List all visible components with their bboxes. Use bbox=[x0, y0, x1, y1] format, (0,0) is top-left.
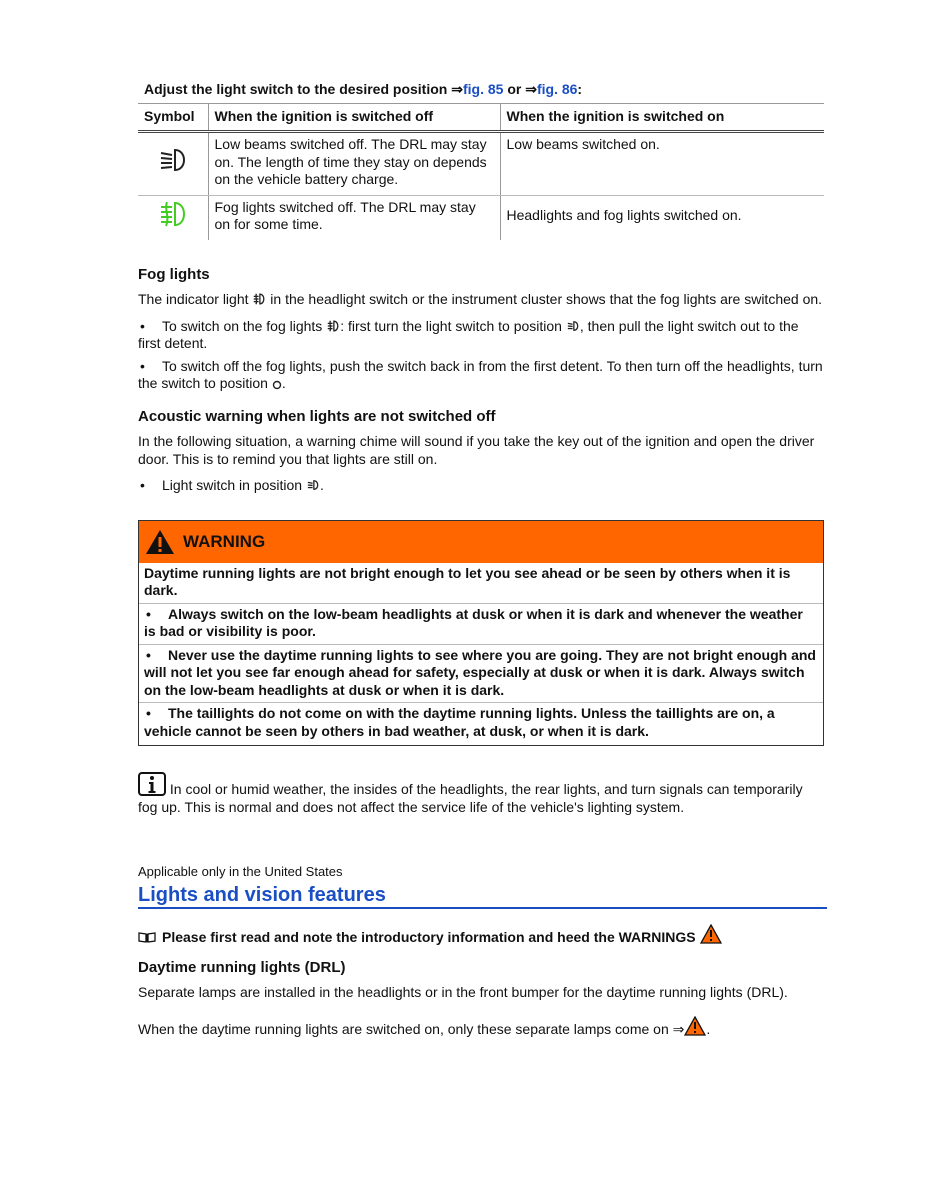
warning-title: WARNING bbox=[183, 531, 266, 551]
table-header-row bbox=[138, 103, 824, 132]
fig-86-link[interactable]: fig. 86 bbox=[536, 81, 578, 97]
warning-item-text: Never use the daytime running lights to see where you are going. They are not bright enough and will not let you see far enough ahead for safety, especially at dusk or when it is dark. Always switch on the low-beam headlights at dusk or when it is dark. bbox=[144, 646, 816, 698]
warning-triangle-icon[interactable] bbox=[700, 924, 722, 944]
table-row bbox=[138, 195, 824, 240]
bullet: • bbox=[146, 646, 151, 663]
bullet: • bbox=[140, 357, 145, 374]
row-on-text: Headlights and fog lights switched on. bbox=[500, 195, 824, 240]
list-item-text: To switch on the fog lights bbox=[162, 317, 323, 334]
warning-header bbox=[139, 521, 823, 563]
warning-box bbox=[138, 520, 824, 747]
acoustic-warning-heading: Acoustic warning when lights are not switched off bbox=[138, 407, 496, 425]
warning-triangle-icon bbox=[145, 529, 175, 555]
arrow-icon: ⇒ bbox=[672, 1020, 685, 1037]
row-off-text: Fog lights switched off. The DRL may stay on for some time. bbox=[208, 195, 500, 240]
row-on-text: Low beams switched on. bbox=[500, 132, 824, 196]
book-icon bbox=[138, 931, 156, 943]
bullet: • bbox=[140, 317, 145, 334]
warning-item bbox=[139, 603, 823, 644]
row-off-text: Low beams switched off. The DRL may stay on. The length of time they stay on depends on the vehicle battery charge. bbox=[208, 132, 500, 196]
low-beam-icon bbox=[157, 146, 189, 174]
header-symbol: Symbol bbox=[138, 103, 208, 132]
warning-triangle-icon[interactable] bbox=[684, 1016, 706, 1036]
light-switch-table bbox=[138, 103, 824, 240]
fog-light-icon bbox=[252, 292, 266, 306]
symbol-cell bbox=[138, 132, 208, 196]
info-note bbox=[138, 772, 824, 816]
list-item-text: . bbox=[281, 375, 286, 391]
fig-85-link[interactable]: fig. 85 bbox=[462, 81, 504, 97]
list-item-text: : first turn the light switch to position bbox=[340, 317, 562, 334]
caption-text: Adjust the light switch to the desired position bbox=[144, 81, 448, 97]
applicability-note: Applicable only in the United States bbox=[138, 864, 343, 879]
list-item-text: Light switch in position bbox=[162, 477, 303, 493]
manual-page bbox=[138, 78, 824, 1038]
fog-lights-heading: Fog lights bbox=[138, 265, 210, 283]
symbol-cell bbox=[138, 195, 208, 240]
low-beam-icon bbox=[306, 479, 320, 491]
drl-paragraph-text: When the daytime running lights are switched on, only these separate lamps come on bbox=[138, 1020, 669, 1037]
section-title: Lights and vision features bbox=[138, 887, 827, 910]
drl-paragraph: Separate lamps are installed in the headlights or in the front bumper for the daytime running lights (DRL). bbox=[138, 984, 788, 1000]
drl-heading: Daytime running lights (DRL) bbox=[138, 958, 346, 976]
read-note bbox=[138, 924, 824, 947]
bullet: • bbox=[140, 477, 145, 493]
drl-paragraph bbox=[138, 1016, 824, 1039]
header-ignition-off: When the ignition is switched off bbox=[208, 103, 500, 132]
list-item bbox=[138, 477, 824, 495]
fog-light-icon bbox=[157, 199, 189, 229]
arrow-icon: ⇒ bbox=[525, 81, 537, 97]
list-item-text: , then pull the light switch out to the first detent. bbox=[138, 317, 799, 351]
header-ignition-on: When the ignition is switched on bbox=[500, 103, 824, 132]
fog-intro-text: The indicator light bbox=[138, 291, 249, 307]
list-item bbox=[138, 318, 824, 353]
arrow-icon: ⇒ bbox=[451, 81, 463, 97]
bullet: • bbox=[146, 605, 151, 622]
list-item-text: . bbox=[319, 477, 324, 493]
off-position-icon bbox=[272, 380, 282, 390]
list-item bbox=[138, 358, 824, 393]
bullet: • bbox=[146, 705, 151, 721]
fog-intro bbox=[138, 291, 824, 309]
warning-lead: Daytime running lights are not bright enough to let you see ahead or be seen by others when it is dark. bbox=[144, 564, 791, 598]
low-beam-icon bbox=[566, 320, 580, 332]
info-note-text: In cool or humid weather, the insides of the headlights, the rear lights, and turn signals can temporarily fog up. This is normal and does not affect the service life of the vehicle's lighting system. bbox=[138, 781, 803, 815]
info-icon bbox=[138, 772, 166, 796]
warning-item-text: Always switch on the low-beam headlights at dusk or when it is dark and whenever the weather is bad or visibility is poor. bbox=[144, 605, 803, 639]
caption-or: or bbox=[503, 81, 526, 97]
table-row bbox=[138, 132, 824, 196]
warning-item bbox=[139, 702, 823, 745]
table-caption bbox=[144, 81, 824, 99]
warning-item bbox=[139, 644, 823, 703]
drl-paragraph-end: . bbox=[706, 1020, 711, 1037]
caption-colon: : bbox=[577, 81, 583, 97]
list-item-text: To switch off the fog lights, push the switch back in from the first detent. To then turn off the headlights, turn the switch to position bbox=[138, 357, 823, 391]
fog-light-icon bbox=[326, 319, 340, 333]
read-note-text: Please first read and note the introductory information and heed the WARNINGS bbox=[162, 929, 696, 945]
acoustic-intro: In the following situation, a warning chime will sound if you take the key out of the ignition and open the driver door. This is to remind you that lights are still on. bbox=[138, 433, 815, 467]
warning-item-text: The taillights do not come on with the daytime running lights. Unless the taillights are on, a vehicle cannot be seen by others in bad weather, at dusk, or when it is dark. bbox=[144, 705, 775, 739]
fog-intro-text: in the headlight switch or the instrument cluster shows that the fog lights are switched on. bbox=[270, 291, 823, 307]
